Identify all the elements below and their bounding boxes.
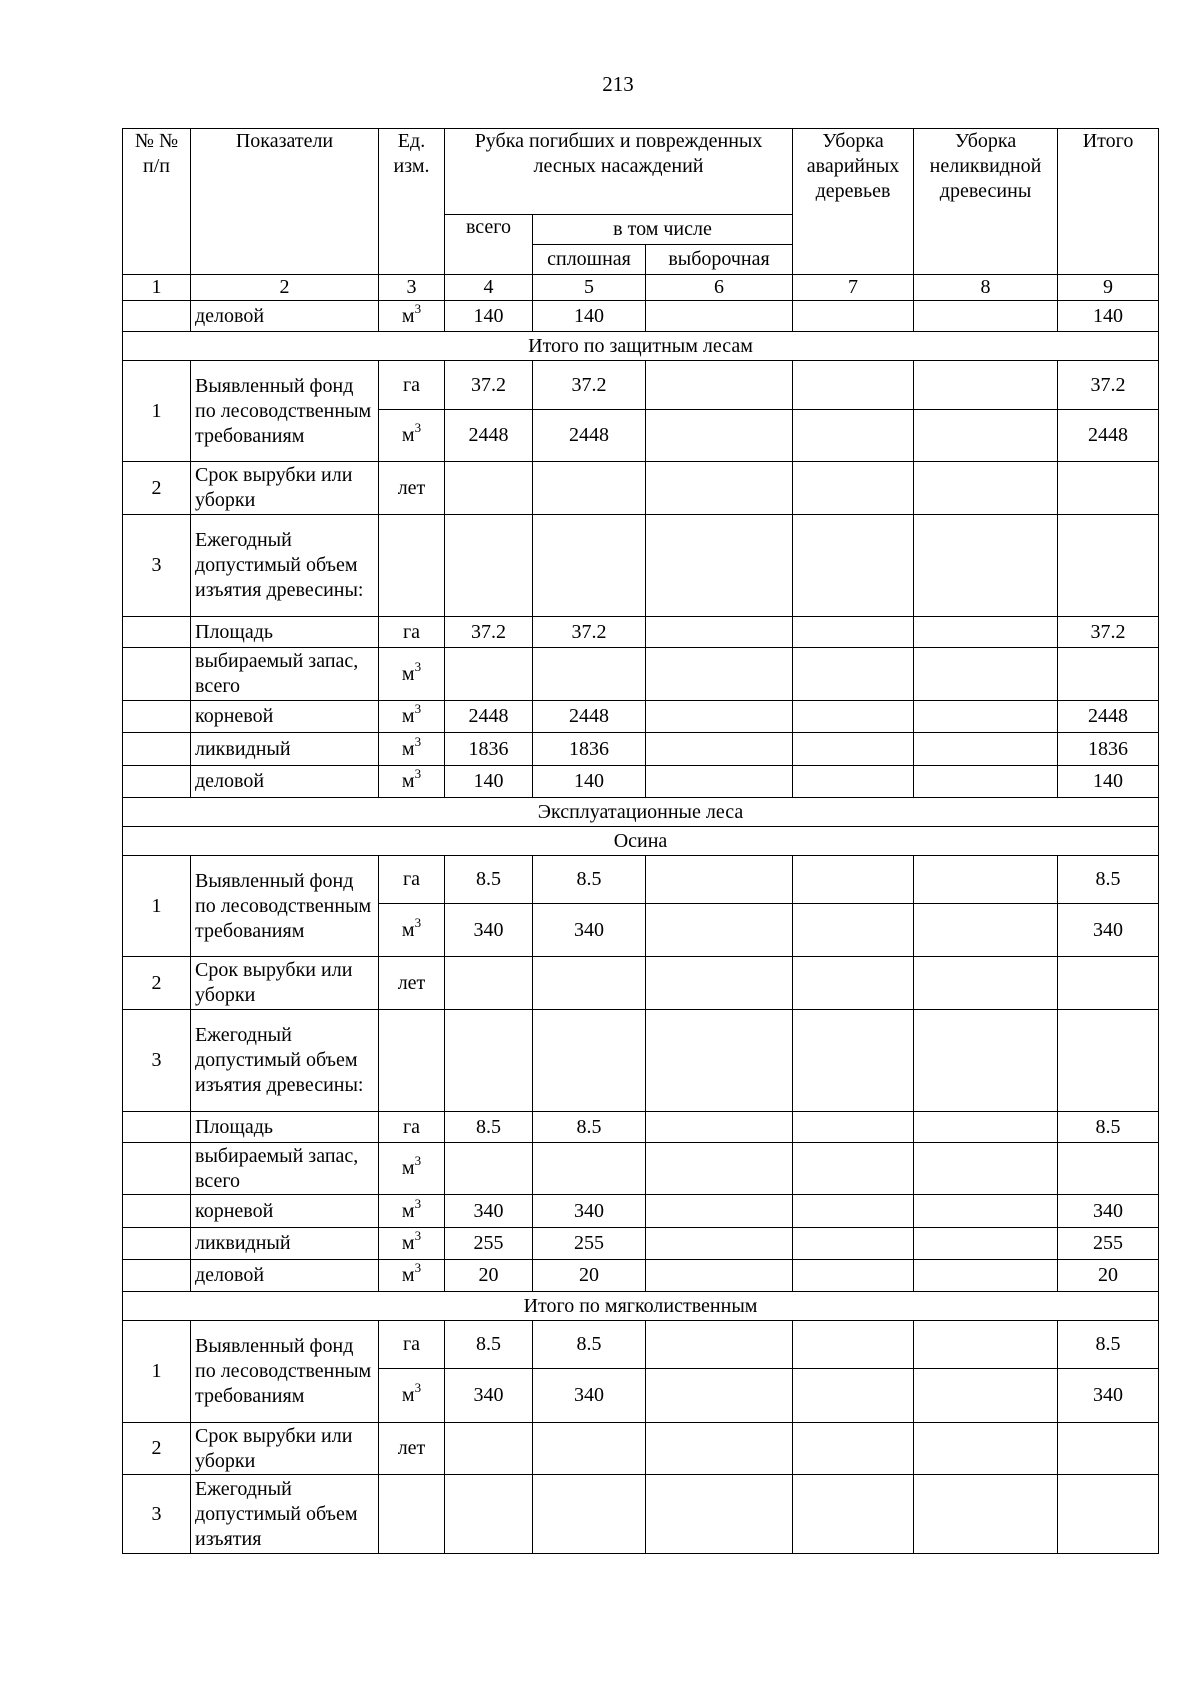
illiquid-value [914,701,1058,733]
column-number: 8 [914,275,1058,301]
empty-cell [914,957,1058,1010]
row-number: 2 [123,1423,191,1475]
indicator-label: выбираемый запас, всего [191,1143,379,1195]
sum-value: 340 [1058,1195,1159,1228]
emergency-value [793,1228,914,1260]
emergency-value [793,733,914,766]
row-number: 1 [123,1321,191,1423]
unit-cell: $м^3$ [379,1260,445,1292]
selective-value [646,766,793,798]
table-row [123,1475,1159,1554]
header-col-indicators: Показатели [191,129,379,275]
clear-value: 340 [533,904,646,957]
empty-cell [533,1423,646,1475]
indicator-label: корневой [191,701,379,733]
total-value: 8.5 [445,1112,533,1143]
table-row [123,1195,1159,1228]
table-row [123,1112,1159,1143]
empty-cell [793,957,914,1010]
selective-value [646,1112,793,1143]
emergency-value [793,766,914,798]
table-row [123,648,1159,701]
clear-value: 140 [533,766,646,798]
empty-cell [646,1010,793,1112]
empty-cell [445,1143,533,1195]
total-value: 340 [445,1195,533,1228]
illiquid-value [914,1369,1058,1423]
illiquid-value [914,904,1058,957]
illiquid-value [914,1112,1058,1143]
empty-cell [1058,1010,1159,1112]
empty-cell [793,1010,914,1112]
sum-value: 1836 [1058,733,1159,766]
illiquid-value [914,301,1058,332]
unit-cell: лет [379,1423,445,1475]
sum-value: 8.5 [1058,856,1159,904]
unit-cell: га [379,856,445,904]
unit-cell: лет [379,462,445,515]
unit-cell: $м^3$ [379,301,445,332]
empty-cell [445,515,533,617]
indicator-label: Выявленный фонд по лесоводственным требованиям [191,856,379,957]
unit-cell: га [379,617,445,648]
clear-value: 8.5 [533,1321,646,1369]
illiquid-value [914,617,1058,648]
column-number: 7 [793,275,914,301]
section-title: Эксплуатационные леса [123,798,1159,827]
header-col-no: № № п/п [123,129,191,275]
header-col-sum: Итого [1058,129,1159,275]
clear-value: 2448 [533,701,646,733]
emergency-value [793,856,914,904]
selective-value [646,1321,793,1369]
sum-value: 2448 [1058,701,1159,733]
emergency-value [793,617,914,648]
selective-value [646,617,793,648]
selective-value [646,410,793,462]
empty-cell [533,462,646,515]
unit-cell: $м^3$ [379,648,445,701]
indicator-label: Ежегодный допустимый объем изъятия [191,1475,379,1554]
clear-value: 1836 [533,733,646,766]
indicator-label: Срок вырубки или уборки [191,957,379,1010]
indicator-label: ликвидный [191,733,379,766]
row-number [123,648,191,701]
selective-value [646,904,793,957]
empty-cell [1058,515,1159,617]
header-col-unit: Ед. изм. [379,129,445,275]
row-number [123,733,191,766]
unit-cell: $м^3$ [379,701,445,733]
row-number [123,1143,191,1195]
header-col-emergency: Уборка аварийных деревьев [793,129,914,275]
empty-cell [445,462,533,515]
clear-value: 20 [533,1260,646,1292]
empty-cell [914,515,1058,617]
unit-cell: лет [379,957,445,1010]
table-row [123,733,1159,766]
clear-value: 8.5 [533,856,646,904]
column-numbers-row [123,275,1159,301]
section-row [123,1292,1159,1321]
indicator-label: Выявленный фонд по лесоводственным требованиям [191,361,379,462]
emergency-value [793,701,914,733]
empty-cell [379,515,445,617]
column-number: 4 [445,275,533,301]
row-number [123,617,191,648]
row-number [123,1195,191,1228]
table-row [123,1143,1159,1195]
indicator-label: деловой [191,301,379,332]
section-title: Итого по защитным лесам [123,332,1159,361]
indicator-label: Ежегодный допустимый объем изъятия древесины: [191,1010,379,1112]
table-row [123,856,1159,904]
unit-cell: $м^3$ [379,904,445,957]
clear-value: 340 [533,1195,646,1228]
empty-cell [914,1010,1058,1112]
table-row [123,361,1159,410]
empty-cell [1058,648,1159,701]
table-row [123,701,1159,733]
sum-value: 140 [1058,766,1159,798]
total-value: 2448 [445,701,533,733]
empty-cell [445,648,533,701]
section-row [123,332,1159,361]
empty-cell [914,1475,1058,1554]
empty-cell [533,515,646,617]
row-number: 1 [123,856,191,957]
empty-cell [533,648,646,701]
sum-value: 255 [1058,1228,1159,1260]
felling-table [122,128,1159,1554]
indicator-label: деловой [191,766,379,798]
illiquid-value [914,766,1058,798]
emergency-value [793,361,914,410]
indicator-label: корневой [191,1195,379,1228]
total-value: 140 [445,301,533,332]
sum-value: 340 [1058,904,1159,957]
table-row [123,1010,1159,1112]
illiquid-value [914,856,1058,904]
total-value: 8.5 [445,856,533,904]
row-number [123,701,191,733]
clear-value: 140 [533,301,646,332]
clear-value: 37.2 [533,361,646,410]
header-col-including: в том числе [533,215,793,245]
illiquid-value [914,361,1058,410]
unit-cell: $м^3$ [379,766,445,798]
unit-cell: $м^3$ [379,1369,445,1423]
emergency-value [793,410,914,462]
empty-cell [1058,957,1159,1010]
clear-value: 255 [533,1228,646,1260]
sum-value: 140 [1058,301,1159,332]
table-row [123,957,1159,1010]
total-value: 340 [445,904,533,957]
sum-value: 37.2 [1058,361,1159,410]
unit-cell: $м^3$ [379,1143,445,1195]
illiquid-value [914,1260,1058,1292]
selective-value [646,856,793,904]
empty-cell [793,462,914,515]
empty-cell [914,462,1058,515]
row-number: 3 [123,1475,191,1554]
column-number: 1 [123,275,191,301]
empty-cell [793,1143,914,1195]
sum-value: 340 [1058,1369,1159,1423]
empty-cell [445,1423,533,1475]
empty-cell [646,1423,793,1475]
emergency-value [793,1195,914,1228]
unit-cell: $м^3$ [379,1195,445,1228]
header-col-illiquid: Уборка неликвидной древесины [914,129,1058,275]
selective-value [646,1260,793,1292]
table-row [123,766,1159,798]
unit-cell: га [379,361,445,410]
empty-cell [793,648,914,701]
emergency-value [793,1321,914,1369]
empty-cell [533,1475,646,1554]
section-row [123,798,1159,827]
row-number [123,1112,191,1143]
table-row [123,1228,1159,1260]
emergency-value [793,904,914,957]
empty-cell [1058,462,1159,515]
section-title: Осина [123,827,1159,856]
empty-cell [646,462,793,515]
empty-cell [646,1475,793,1554]
selective-value [646,1195,793,1228]
empty-cell [1058,1423,1159,1475]
empty-cell [533,957,646,1010]
indicator-label: Ежегодный допустимый объем изъятия древесины: [191,515,379,617]
clear-value: 2448 [533,410,646,462]
section-row [123,827,1159,856]
unit-cell: $м^3$ [379,1228,445,1260]
empty-cell [445,1010,533,1112]
indicator-label: Срок вырубки или уборки [191,462,379,515]
page-number: 213 [602,72,634,96]
selective-value [646,1369,793,1423]
empty-cell [914,1423,1058,1475]
total-value: 2448 [445,410,533,462]
total-value: 37.2 [445,361,533,410]
unit-cell: $м^3$ [379,410,445,462]
emergency-value [793,301,914,332]
empty-cell [1058,1475,1159,1554]
illiquid-value [914,733,1058,766]
clear-value: 8.5 [533,1112,646,1143]
total-value: 20 [445,1260,533,1292]
empty-cell [914,648,1058,701]
illiquid-value [914,1321,1058,1369]
unit-cell: га [379,1321,445,1369]
table-row [123,462,1159,515]
row-number: 2 [123,957,191,1010]
empty-cell [646,1143,793,1195]
empty-cell [646,515,793,617]
illiquid-value [914,1228,1058,1260]
sum-value: 8.5 [1058,1321,1159,1369]
header-row [123,129,1159,215]
indicator-label: деловой [191,1260,379,1292]
empty-cell [379,1010,445,1112]
table-row [123,301,1159,332]
column-number: 3 [379,275,445,301]
row-number [123,1260,191,1292]
empty-cell [793,1423,914,1475]
sum-value: 37.2 [1058,617,1159,648]
emergency-value [793,1112,914,1143]
table-row [123,617,1159,648]
column-number: 9 [1058,275,1159,301]
table-row [123,515,1159,617]
selective-value [646,361,793,410]
sum-value: 8.5 [1058,1112,1159,1143]
row-number [123,1228,191,1260]
unit-cell: $м^3$ [379,733,445,766]
section-title: Итого по мягколиственным [123,1292,1159,1321]
clear-value: 37.2 [533,617,646,648]
row-number: 3 [123,1010,191,1112]
indicator-label: Срок вырубки или уборки [191,1423,379,1475]
empty-cell [793,1475,914,1554]
illiquid-value [914,410,1058,462]
total-value: 255 [445,1228,533,1260]
selective-value [646,1228,793,1260]
empty-cell [533,1143,646,1195]
empty-cell [533,1010,646,1112]
header-col-total-felling: всего [445,215,533,275]
empty-cell [379,1475,445,1554]
empty-cell [646,648,793,701]
indicator-label: Площадь [191,1112,379,1143]
table-row [123,1321,1159,1369]
column-number: 2 [191,275,379,301]
emergency-value [793,1260,914,1292]
row-number: 2 [123,462,191,515]
row-number: 3 [123,515,191,617]
indicator-label: выбираемый запас, всего [191,648,379,701]
total-value: 1836 [445,733,533,766]
header-col-clear: сплошная [533,245,646,275]
selective-value [646,733,793,766]
total-value: 140 [445,766,533,798]
header-col-selective: выборочная [646,245,793,275]
total-value: 8.5 [445,1321,533,1369]
illiquid-value [914,1195,1058,1228]
row-number [123,766,191,798]
table-row [123,1260,1159,1292]
empty-cell [445,957,533,1010]
emergency-value [793,1369,914,1423]
row-number: 1 [123,361,191,462]
column-number: 6 [646,275,793,301]
empty-cell [793,515,914,617]
selective-value [646,701,793,733]
clear-value: 340 [533,1369,646,1423]
total-value: 37.2 [445,617,533,648]
indicator-label: Выявленный фонд по лесоводственным требованиям [191,1321,379,1423]
indicator-label: Площадь [191,617,379,648]
indicator-label: ликвидный [191,1228,379,1260]
empty-cell [646,957,793,1010]
sum-value: 20 [1058,1260,1159,1292]
total-value: 340 [445,1369,533,1423]
empty-cell [445,1475,533,1554]
table-row [123,1423,1159,1475]
selective-value [646,301,793,332]
header-col-felling: Рубка погибших и поврежденных лесных насаждений [445,129,793,215]
empty-cell [1058,1143,1159,1195]
row-number [123,301,191,332]
empty-cell [914,1143,1058,1195]
sum-value: 2448 [1058,410,1159,462]
column-number: 5 [533,275,646,301]
unit-cell: га [379,1112,445,1143]
